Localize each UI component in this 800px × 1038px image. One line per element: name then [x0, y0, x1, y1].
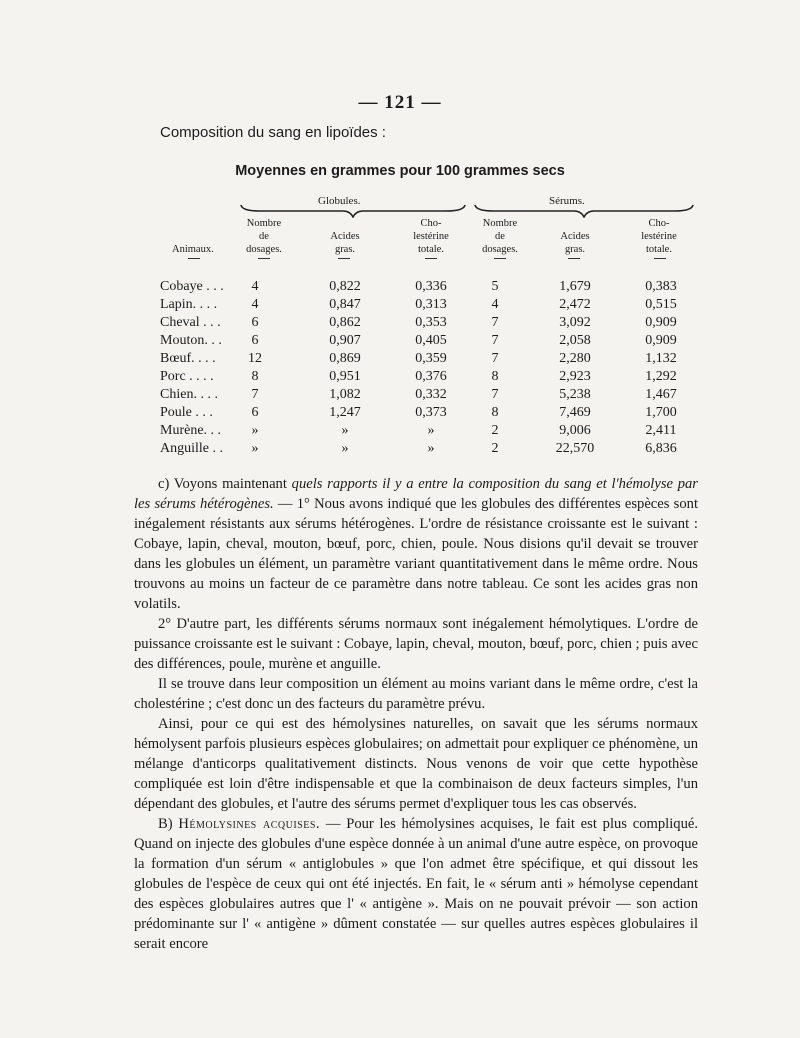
cell-dosages-globules: 6 [251, 333, 259, 348]
cell-cholesterol-globules: » [427, 441, 435, 456]
cell-acids-serums: 7,469 [559, 405, 591, 420]
paragraph [134, 474, 698, 614]
cell-animal: Cobaye . . . [160, 279, 224, 294]
cell-cholesterol-serums: 0,909 [645, 315, 677, 330]
cell-cholesterol-globules: 0,405 [415, 333, 447, 348]
cell-dosages-globules: 6 [251, 405, 259, 420]
table-row [0, 279, 800, 297]
cell-dosages-serums: 8 [491, 405, 499, 420]
header-dash [494, 258, 506, 259]
text-run: c) Voyons maintenant [158, 476, 292, 492]
table-row [0, 387, 800, 405]
cell-cholesterol-globules: 0,376 [415, 369, 447, 384]
text-run-italic: quels rapports il y a entre la composition du sang et l'hémolyse par les sérums hétérogènes. [134, 476, 698, 512]
cell-animal: Mouton. . . [160, 333, 222, 348]
cell-animal: Murène. . . [160, 423, 222, 438]
cell-cholesterol-globules: 0,359 [415, 351, 447, 366]
paragraph: Il se trouve dans leur composition un élément au moins variant dans le même ordre, c'est la cholestérine ; c'est donc un des facteurs du paramètre prévu. [134, 676, 698, 712]
cell-acids-serums: 2,923 [559, 369, 591, 384]
cell-acids-serums: 22,570 [555, 441, 595, 456]
paragraph: 2° D'autre part, les différents sérums normaux sont inégalement hémolytiques. L'ordre de puissance croissante est le suivant : Cobaye, lapin, cheval, mouton, bœuf, porc, chien ; puis avec des différences, poule, murène et anguille. [134, 616, 698, 672]
cell-acids-globules: 0,869 [329, 351, 361, 366]
brace-globules-icon [240, 204, 466, 218]
cell-dosages-serums: 7 [491, 351, 499, 366]
header-cholesterol-serums: Cho- lestérine totale. [641, 218, 677, 255]
cell-animal: Chien. . . . [160, 387, 218, 402]
cell-acids-serums: 9,006 [559, 423, 591, 438]
cell-dosages-globules: » [251, 423, 259, 438]
cell-dosages-serums: 4 [491, 297, 499, 312]
cell-cholesterol-serums: 1,132 [645, 351, 677, 366]
table-row [0, 333, 800, 351]
table-row [0, 297, 800, 315]
cell-acids-globules: 0,847 [329, 297, 361, 312]
cell-acids-globules: 1,247 [329, 405, 361, 420]
group-label-globules: Globules. [318, 195, 361, 207]
header-acids-serums: Acides gras. [560, 231, 590, 255]
page-number: — 121 — [358, 92, 442, 113]
cell-cholesterol-serums: 2,411 [645, 423, 677, 438]
paragraph [134, 814, 698, 954]
cell-dosages-serums: 7 [491, 315, 499, 330]
text-run: — 1° Nous avons indiqué que les globules des différentes espèces sont inégalement résistants aux sérums hétérogènes. L'ordre de résistance croissante est le suivant : Cobaye, lapin, cheval, mouton, bœuf, porc, chien, poule. Nous disions qu'il devait se trouver dans les globules un élément, un paramètre variant quantitativement dans le même ordre. Nous trouvons au moins un facteur de ce paramètre dans notre tableau. Ce sont les acides gras non volatils. [134, 496, 699, 612]
table-caption: Composition du sang en lipoïdes : [160, 124, 386, 141]
cell-dosages-serums: 7 [491, 387, 499, 402]
cell-acids-globules: 0,862 [329, 315, 361, 330]
header-cholesterol-globules: Cho- lestérine totale. [413, 218, 449, 255]
cell-cholesterol-globules: » [427, 423, 435, 438]
table-row [0, 423, 800, 441]
cell-animal: Anguille . . [160, 441, 223, 456]
cell-animal: Lapin. . . . [160, 297, 218, 312]
cell-cholesterol-serums: 1,700 [645, 405, 677, 420]
header-dosages-serums: Nombre de dosages. [482, 218, 518, 255]
cell-cholesterol-serums: 0,383 [645, 279, 677, 294]
table-row [0, 405, 800, 423]
cell-acids-serums: 2,472 [559, 297, 591, 312]
cell-dosages-globules: 8 [251, 369, 259, 384]
cell-cholesterol-globules: 0,313 [415, 297, 447, 312]
header-dash [425, 258, 437, 259]
cell-cholesterol-serums: 1,467 [645, 387, 677, 402]
cell-acids-serums: 2,058 [559, 333, 591, 348]
cell-dosages-globules: 4 [251, 279, 259, 294]
header-dash [654, 258, 666, 259]
header-dash [258, 258, 270, 259]
cell-cholesterol-globules: 0,332 [415, 387, 447, 402]
cell-dosages-serums: 5 [491, 279, 499, 294]
cell-acids-serums: 3,092 [559, 315, 591, 330]
cell-dosages-globules: 12 [248, 351, 262, 366]
cell-dosages-serums: 8 [491, 369, 499, 384]
table-row [0, 315, 800, 333]
cell-acids-globules: » [341, 423, 349, 438]
cell-acids-serums: 2,280 [559, 351, 591, 366]
cell-acids-globules: » [341, 441, 349, 456]
cell-acids-globules: 0,822 [329, 279, 361, 294]
cell-animal: Porc . . . . [160, 369, 214, 384]
brace-serums-icon [474, 204, 694, 218]
cell-acids-globules: 0,951 [329, 369, 361, 384]
table-row [0, 441, 800, 459]
paragraph: Ainsi, pour ce qui est des hémolysines naturelles, on savait que les sérums normaux hémolysent parfois plusieurs espèces globulaires; on admettait pour expliquer ce phénomène, un mélange d'anticorps qualitativement distincts. Nous venons de voir que cette hypothèse compliquée est loin d'être indispensable et que la combinaison de deux facteurs simples, l'un dépendant des globules, et l'autre des sérums permet d'expliquer tous les cas observés. [134, 716, 698, 812]
cell-cholesterol-serums: 6,836 [645, 441, 677, 456]
header-acids-globules: Acides gras. [330, 231, 360, 255]
text-run: — Pour les hémolysines acquises, le fait est plus compliqué. Quand on injecte des globules d'une espèce donnée à un animal d'une autre espèce, on provoque la formation d'un sérum « antiglobules » que l'on admet être spécifique, et qui dissout les globules de l'espèce de ceux qui ont été injectés. En fait, le « sérum anti » hémolyse cependant des espèces globulaires autres que l' « antigène ». Mais on ne pouvait prévoir — son action prédominante sur l' « antigène » dûment constatée — sur quelles autres espèces globulaires il serait encore [134, 816, 698, 952]
cell-cholesterol-serums: 0,909 [645, 333, 677, 348]
header-dash [338, 258, 350, 259]
cell-cholesterol-globules: 0,373 [415, 405, 447, 420]
cell-cholesterol-serums: 0,515 [645, 297, 677, 312]
text-run: B) [158, 816, 179, 832]
table-row [0, 369, 800, 387]
cell-acids-serums: 5,238 [559, 387, 591, 402]
table-row [0, 351, 800, 369]
cell-dosages-globules: » [251, 441, 259, 456]
cell-cholesterol-globules: 0,336 [415, 279, 447, 294]
cell-animal: Cheval . . . [160, 315, 221, 330]
cell-animal: Bœuf. . . . [160, 351, 216, 366]
cell-animal: Poule . . . [160, 405, 213, 420]
cell-acids-globules: 1,082 [329, 387, 361, 402]
header-dash [188, 258, 200, 259]
table-title: Moyennes en grammes pour 100 grammes secs [235, 163, 565, 179]
cell-acids-serums: 1,679 [559, 279, 591, 294]
cell-dosages-serums: 2 [491, 441, 499, 456]
body-text [134, 474, 698, 954]
cell-cholesterol-globules: 0,353 [415, 315, 447, 330]
cell-dosages-serums: 7 [491, 333, 499, 348]
header-dash [568, 258, 580, 259]
cell-dosages-serums: 2 [491, 423, 499, 438]
cell-dosages-globules: 4 [251, 297, 259, 312]
header-animals: Animaux. [172, 244, 214, 255]
group-label-serums: Sérums. [549, 195, 585, 207]
cell-acids-globules: 0,907 [329, 333, 361, 348]
cell-dosages-globules: 7 [251, 387, 259, 402]
section-heading-inline: Hémolysines acquises. [178, 816, 321, 832]
cell-cholesterol-serums: 1,292 [645, 369, 677, 384]
cell-dosages-globules: 6 [251, 315, 259, 330]
header-dosages-globules: Nombre de dosages. [246, 218, 282, 255]
